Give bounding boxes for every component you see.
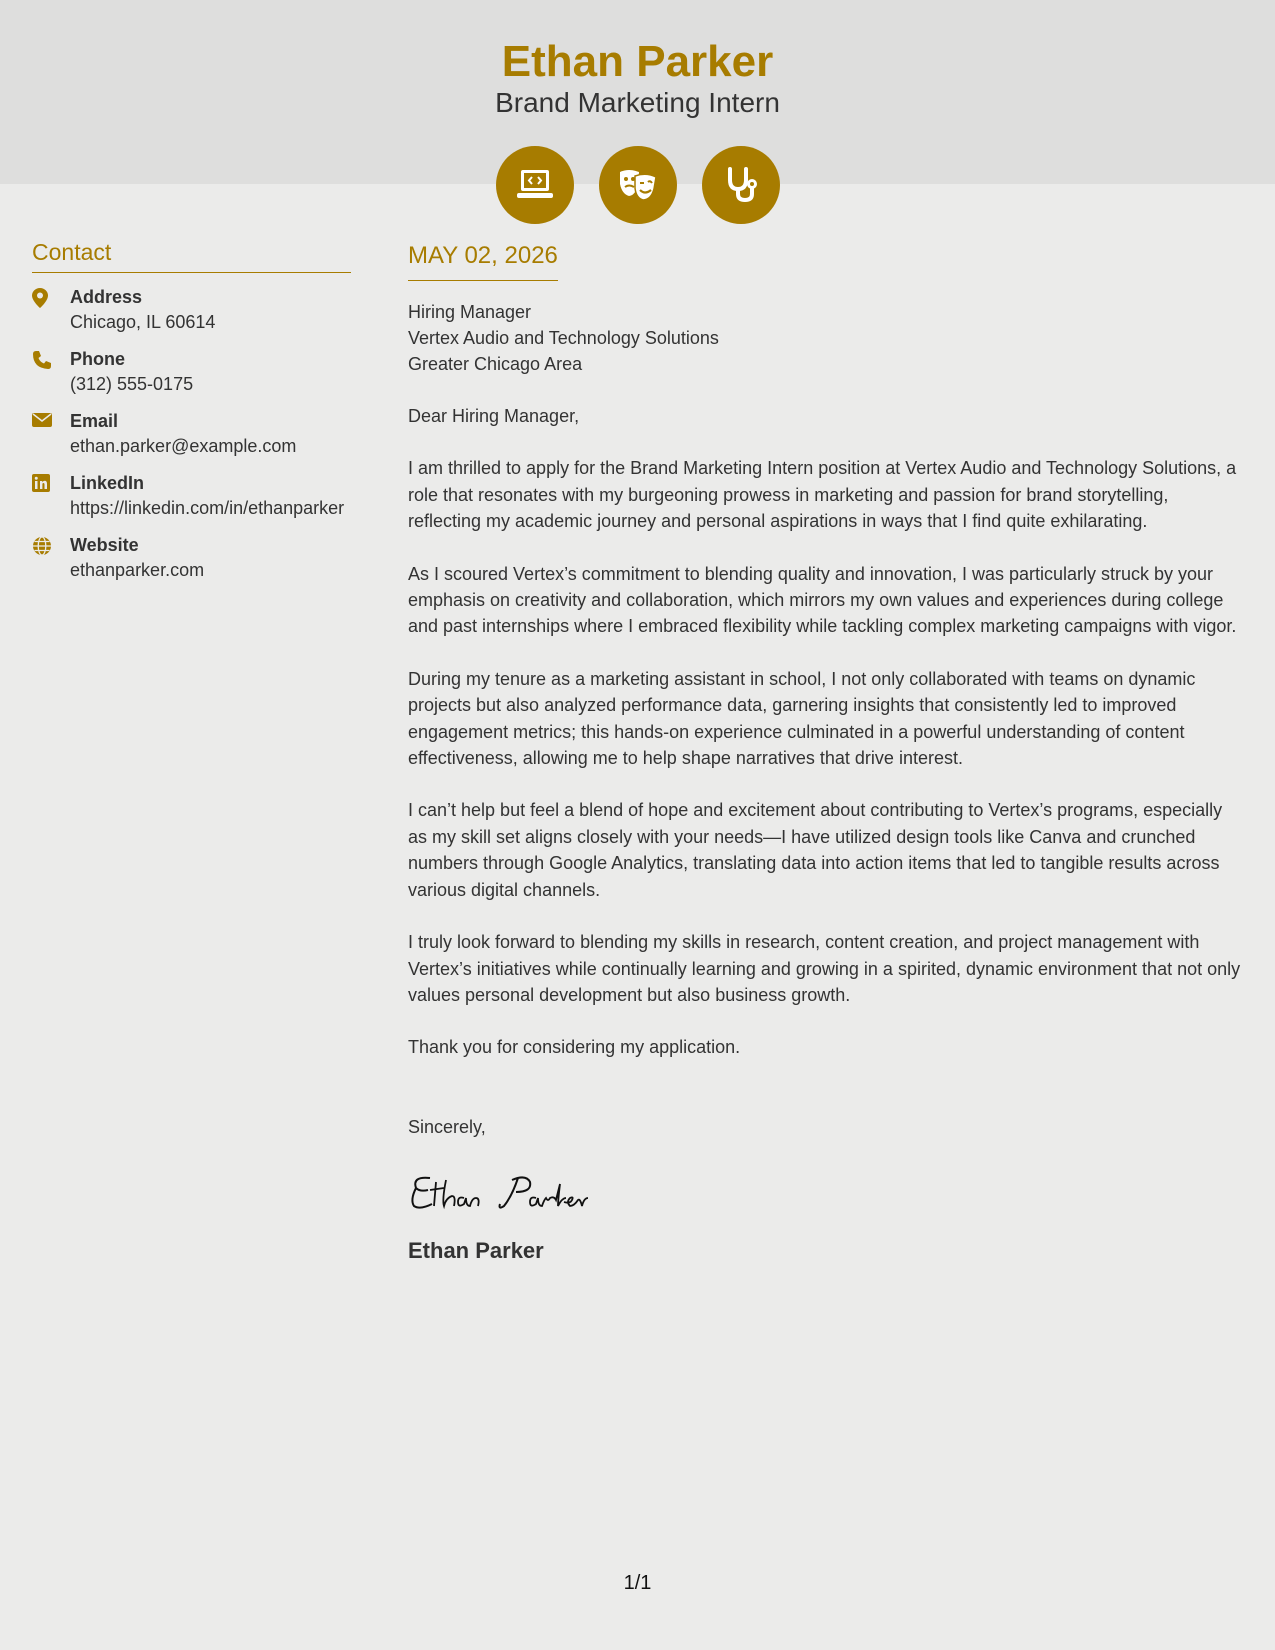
contact-label: LinkedIn xyxy=(70,473,145,493)
contact-website xyxy=(32,533,351,583)
stethoscope-icon xyxy=(702,146,780,224)
contact-label: Email xyxy=(70,411,119,431)
sidebar xyxy=(32,236,351,595)
page-number: 1/1 xyxy=(623,1572,652,1594)
recipient-company: Vertex Audio and Technology Solutions xyxy=(408,328,719,348)
recipient-location: Greater Chicago Area xyxy=(408,354,583,374)
recipient-name: Hiring Manager xyxy=(408,302,532,322)
paragraph: Thank you for considering my application. xyxy=(408,1037,741,1058)
contact-section-title: Contact xyxy=(32,236,351,273)
phone-icon xyxy=(32,347,70,397)
letter-body xyxy=(408,236,1243,1266)
contact-label: Website xyxy=(70,535,139,555)
interest-icons xyxy=(0,146,1275,224)
signature-image xyxy=(408,1170,1243,1214)
signed-name: Ethan Parker xyxy=(408,1237,544,1263)
contact-value: (312) 555-0175 xyxy=(70,374,194,394)
paragraph: I can’t help but feel a blend of hope and excitement about contributing to Vertex’s programs, especially as my skill set aligns closely with your needs—I have utilized design tools like Canva and crunched numbers through Google Analytics, translating data into action items that led to tangible results across various digital channels. xyxy=(408,800,1223,900)
contact-value[interactable]: ethan.parker@example.com xyxy=(70,436,297,456)
paragraph: As I scoured Vertex’s commitment to blending quality and innovation, I was particularly struck by your emphasis on creativity and collaboration, which mirrors my own values and experiences during college and past internships where I embraced flexibility while tackling complex marketing campaigns with vigor. xyxy=(408,563,1237,637)
globe-icon xyxy=(32,533,70,583)
paragraph: During my tenure as a marketing assistant in school, I not only collaborated with teams on dynamic projects but also analyzed performance data, garnering insights that consistently led to improved engagement metrics; this hands-on experience culminated in a powerful understanding of content effectiveness, allowing me to help shape narratives that drive interest. xyxy=(408,668,1196,769)
paragraph: I truly look forward to blending my skills in research, content creation, and project management with Vertex’s initiatives while continually learning and growing in a spirited, dynamic environment that not only values personal development but also business growth. xyxy=(408,932,1241,1005)
recipient-block xyxy=(408,299,1243,377)
map-pin-icon xyxy=(32,285,70,335)
linkedin-icon xyxy=(32,471,70,521)
contact-email xyxy=(32,409,351,459)
contact-linkedin xyxy=(32,471,351,521)
contact-label: Phone xyxy=(70,349,126,369)
contact-phone xyxy=(32,347,351,397)
contact-value: Chicago, IL 60614 xyxy=(70,312,216,332)
applicant-name: Ethan Parker xyxy=(501,37,774,86)
contact-label: Address xyxy=(70,287,143,307)
letter-date: MAY 02, 2026 xyxy=(408,236,558,281)
closing: Sincerely, xyxy=(408,1116,486,1137)
contact-value[interactable]: https://linkedin.com/in/ethanparker xyxy=(70,498,345,518)
envelope-icon xyxy=(32,409,70,459)
applicant-title: Brand Marketing Intern xyxy=(495,87,780,118)
contact-value[interactable]: ethanparker.com xyxy=(70,560,205,580)
laptop-code-icon xyxy=(496,146,574,224)
theater-masks-icon xyxy=(599,146,677,224)
greeting: Dear Hiring Manager, xyxy=(408,406,580,426)
paragraph: I am thrilled to apply for the Brand Marketing Intern position at Vertex Audio and Technology Solutions, a role that resonates with my burgeoning prowess in marketing and passion for brand storytelling, reflecting my academic journey and personal aspirations in ways that I find quite exhilarating. xyxy=(408,458,1237,532)
contact-address xyxy=(32,285,351,335)
